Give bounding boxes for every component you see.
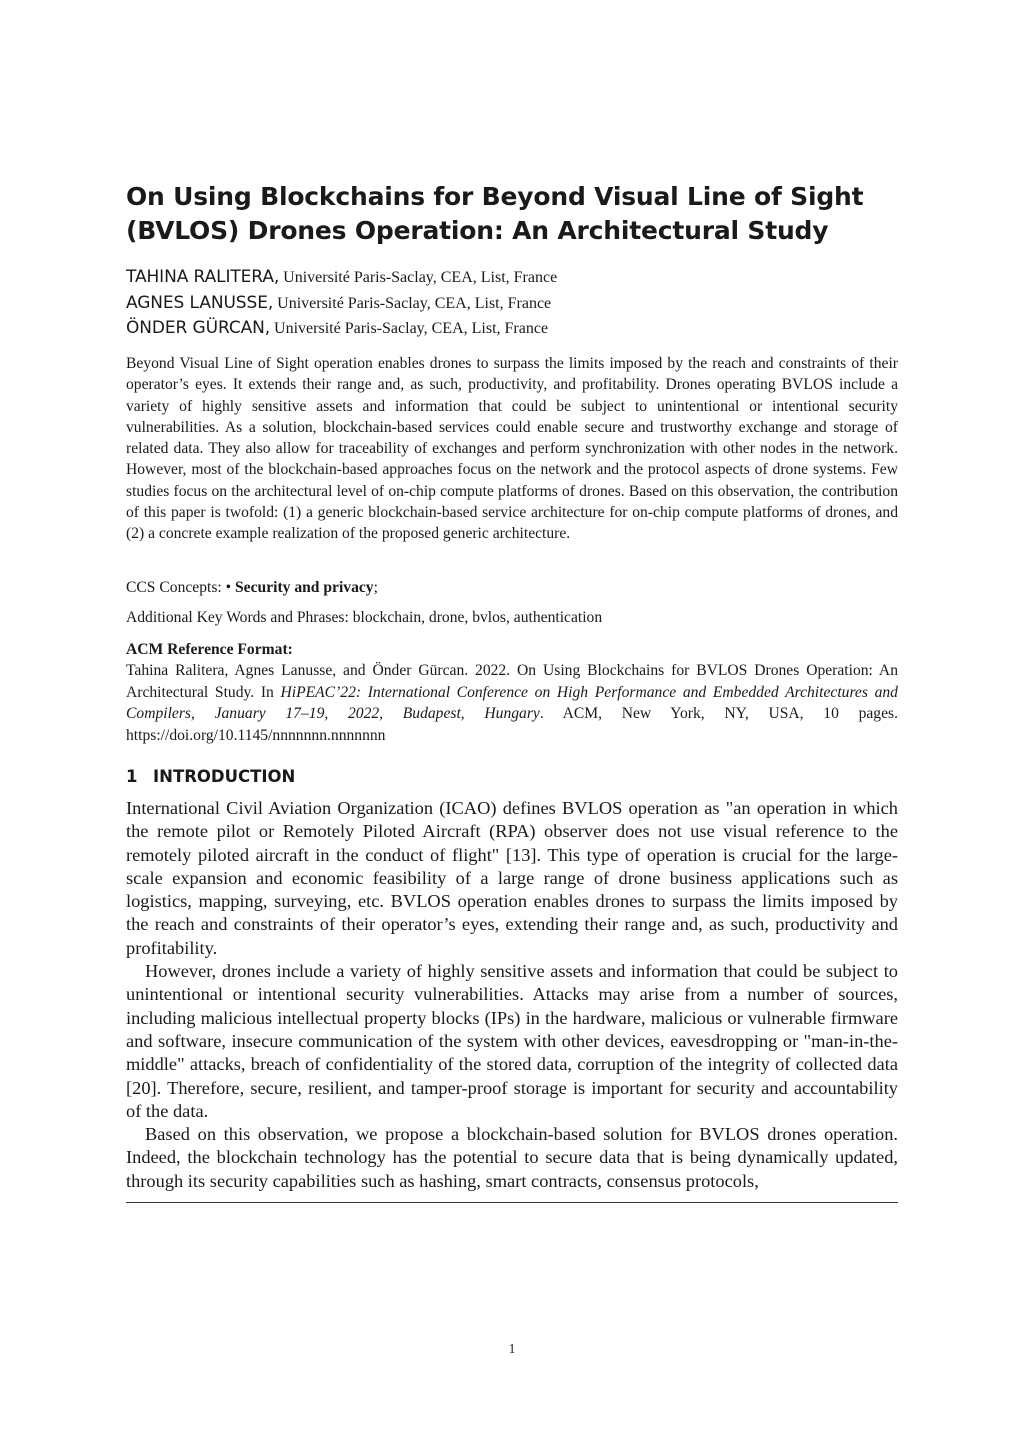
paragraph: International Civil Aviation Organization (ICAO) defines BVLOS operation as "an operation in which the remote pilot or Remotely Piloted Aircraft (RPA) observer does not use visual reference to the remotely piloted aircraft in the conduct of flight" [13]. This type of operation is crucial for the large-scale expansion and economic feasibility of a large range of drone business applications such as logistics, mapping, surveying, etc. BVLOS operation enables drones to surpass the limits imposed by the reach and constraints of their operator’s eyes, extending their range and, as such, productivity and profitability. bbox=[126, 798, 898, 958]
paragraph: However, drones include a variety of highly sensitive assets and information that could be subject to unintentional or intentional security vulnerabilities. Attacks may arise from a number of sources, including malicious intellectual property blocks (IPs) in the hardware, malicious or vulnerable firmware and software, insecure communication of the system with other devices, eavesdropping or "man-in-the-middle" attacks, breach of confidentiality of the stored data, corruption of the integrity of collected data [20]. Therefore, secure, resilient, and tamper-proof storage is important for security and accountability of the data. bbox=[126, 961, 898, 1121]
ccs-concepts bbox=[126, 577, 898, 598]
abstract: Beyond Visual Line of Sight operation enables drones to surpass the limits imposed by the reach and constraints of their operator’s eyes. It extends their range and, as such, productivity, and profitability. Drones operating BVLOS include a variety of highly sensitive assets and information that could be subject to unintentional or intentional security vulnerabilities. As a solution, blockchain-based services could enable secure and trustworthy exchange and storage of related data. They also allow for traceability of exchanges and perform synchronization with other nodes in the network. However, most of the blockchain-based approaches focus on the network and the protocol aspects of drone systems. Few studies focus on the architectural level of on-chip compute platforms of drones. Based on this observation, the contribution of this paper is twofold: (1) a generic blockchain-based service architecture for on-chip compute platforms of drones, and (2) a concrete example realization of the proposed generic architecture. bbox=[126, 355, 898, 543]
acm-reference-heading: ACM Reference Format: bbox=[126, 641, 293, 658]
paragraph: Based on this observation, we propose a blockchain-based solution for BVLOS drones operation. Indeed, the blockchain technology has the potential to secure data that is being dynamically updated, through its security capabilities such as hashing, smart contracts, consensus protocols, bbox=[126, 1124, 898, 1191]
footer-rule bbox=[126, 1202, 898, 1203]
section-title: INTRODUCTION bbox=[153, 767, 296, 786]
section-number: 1 bbox=[126, 767, 138, 786]
author-name: AGNES LANUSSE, bbox=[126, 292, 274, 313]
ccs-suffix: ; bbox=[373, 579, 378, 596]
keywords: Additional Key Words and Phrases: blockchain, drone, bvlos, authentication bbox=[126, 609, 603, 626]
author-affiliation: Université Paris-Saclay, CEA, List, France bbox=[273, 294, 552, 312]
page-number: 1 bbox=[508, 1341, 516, 1356]
acm-reference-authors: Tahina Ralitera, Agnes Lanusse, and Önder Gürcan. 2022. On Using Blockchains for BVLOS Drones Operation: An Architectural Study. In bbox=[126, 662, 898, 701]
author-entry bbox=[126, 265, 898, 291]
author-entry bbox=[126, 291, 898, 317]
author-name: TAHINA RALITERA, bbox=[126, 267, 280, 287]
author-affiliation: Université Paris-Saclay, CEA, List, France bbox=[279, 269, 558, 286]
ccs-concept: Security and privacy bbox=[235, 579, 374, 596]
acm-reference-text bbox=[126, 660, 898, 746]
acm-reference-publisher: . ACM, New York, NY, USA, 10 pages. https://doi.org/10.1145/nnnnnnn.nnnnnnn bbox=[126, 705, 898, 744]
author-list bbox=[126, 265, 898, 342]
introduction-body bbox=[126, 797, 898, 1193]
paper-title: On Using Blockchains for Beyond Visual Line of Sight (BVLOS) Drones Operation: An Architectural Study bbox=[126, 182, 864, 245]
acm-reference-venue: HiPEAC’22: International Conference on High Performance and Embedded Architectures and Compilers, January 17–19, 2022, Budapest, Hungary bbox=[126, 683, 898, 722]
author-entry bbox=[126, 316, 898, 342]
ccs-prefix: CCS Concepts: • bbox=[126, 579, 235, 596]
section-heading bbox=[126, 766, 295, 788]
author-affiliation: Université Paris-Saclay, CEA, List, France bbox=[270, 320, 549, 337]
author-name: ÖNDER GÜRCAN, bbox=[126, 318, 271, 338]
